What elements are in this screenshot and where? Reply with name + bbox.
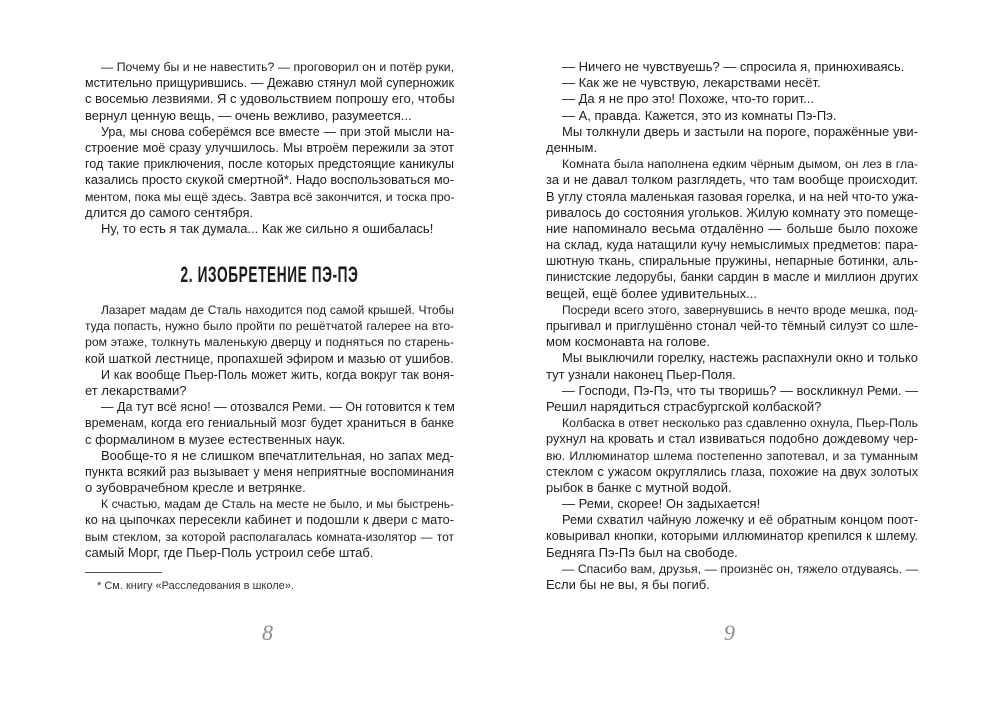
paragraph (85, 302, 454, 367)
text-line: пинистские ледорубы, банки сардин в масле и миллион других (546, 270, 918, 285)
text-line: К счастью, мадам де Сталь на месте не было, и мы быстрень- (101, 497, 454, 512)
text-line: мом космонавта на голове. (546, 334, 711, 350)
paragraph (546, 75, 918, 91)
text-line: Бедняга Пэ-Пэ был на свободе. (546, 544, 738, 560)
text-line: ко на цыпочках пересекли кабинет и подошли к двери с мато- (85, 512, 454, 528)
text-line: ром этаже, толкнуть маленькую дверцу и подняться по старень- (85, 335, 454, 350)
text-line: шютную ткань, спиральные пружины, непарные ботинки, аль- (546, 253, 918, 269)
text-line: — А, правда. Кажется, это из комнаты Пэ-Пэ. (562, 107, 837, 123)
text-line: Мы выключили горелку, настежь распахнули окно и только (562, 350, 918, 366)
text-line: год такие приключения, после которых предстоящие каникулы (85, 157, 454, 172)
text-line: — Реми, скорее! Он задыхается! (562, 496, 761, 512)
paragraph (546, 496, 918, 512)
text-line: рыбок в банке с мутной водой. (546, 479, 732, 495)
text-line: ривалось до состояния угольков. Жилую комнату это помеще- (546, 204, 918, 220)
paragraph (546, 383, 918, 415)
text-line: вю. Иллюминатор шлема постепенно запотевал, и за туманным (546, 448, 918, 463)
text-line: строение моё сразу улучшилось. Мы втроём пережили за этот (85, 140, 454, 155)
paragraph (546, 561, 918, 593)
text-line: длится до самого сентября. (85, 204, 254, 220)
text-line: мстительно прищурившись. — Дежавю стянул мой суперножик (85, 76, 454, 91)
chapter-title: 2. ИЗОБРЕТЕНИЕ ПЭ-ПЭ (180, 262, 359, 287)
text-line: вещей, ещё более удивительных... (546, 285, 757, 301)
text-line: вернул ценную вещь, — очень вежливо, разумеется... (85, 107, 412, 123)
text-line: с формалином в музее естественных наук. (85, 431, 346, 447)
paragraph (546, 108, 918, 124)
paragraph (546, 156, 918, 302)
footnote: * См. книгу «Расследования в школе». (97, 580, 294, 592)
text-line: туда попасть, нужно было пройти по решётчатой галерее на вто- (85, 319, 454, 334)
text-line: с восемью лезвиями. Я с удовольствием попрошу его, чтобы (85, 91, 455, 107)
paragraph (85, 59, 454, 124)
text-line: на склад, куда натащили кучу немыслимых предметов: пара- (546, 237, 918, 253)
chapter-body-text (85, 302, 454, 561)
text-line: — Господи, Пэ-Пэ, что ты творишь? — воскликнул Реми. — (562, 382, 918, 398)
paragraph (546, 302, 918, 351)
paragraph (546, 415, 918, 496)
paragraph (85, 221, 454, 237)
page-number: 9 (724, 620, 735, 645)
paragraph (546, 124, 918, 156)
text-line: за и не давал толком разглядеть, что там вообще происходит. (546, 172, 918, 188)
text-line: стеклом с ужасом округлялись глаза, похожие на двух золотых (546, 464, 918, 479)
text-line: ментом, пока мы ещё здесь. Завтра всё закончится, и тоска про- (85, 189, 455, 204)
text-line: денным. (546, 139, 598, 155)
text-line: Вообще-то я не слишком впечатлительная, но запах мед- (101, 447, 454, 463)
text-line: ковыривал кнопки, которыми иллюминатор крепился к шлему. (546, 528, 918, 544)
text-line: — Почему бы и не навестить? — проговорил он и потёр руки, (101, 60, 454, 74)
text-line: вым стеклом, за которой располагалась комната-изолятор — тот (85, 529, 454, 544)
text-line: временам, когда его гениальный мозг будет храниться в банке (85, 416, 454, 431)
paragraph (546, 91, 918, 107)
text-line: Комната была наполнена едким чёрным дымом, он лез в гла- (562, 157, 918, 172)
page-number: 8 (262, 620, 273, 645)
text-line: — Да я не про это! Похоже, что-то горит... (562, 91, 814, 107)
text-line: пункта всякий раз вызывает у меня неприятные воспоминания (85, 464, 454, 479)
text-line: Посреди всего этого, завернувшись в нечто вроде мешка, под- (562, 302, 918, 317)
text-line: Мы толкнули дверь и застыли на пороге, поражённые уви- (562, 123, 918, 139)
paragraph (85, 399, 454, 448)
body-text (546, 59, 918, 593)
paragraph (85, 448, 454, 497)
paragraph (546, 512, 918, 561)
footnote-divider (85, 572, 162, 573)
text-line: Если бы не вы, я бы погиб. (546, 577, 710, 592)
text-line: казались просто скукой смертной*. Надо воспользоваться мо- (85, 172, 454, 188)
text-line: Колбаска в ответ несколько раз сдавленно охнула, Пьер-Поль (562, 416, 918, 431)
text-line: Решил нарядиться страсбургской колбаской? (546, 398, 822, 414)
text-line: Ура, мы снова соберёмся все вместе — при этой мысли на- (101, 124, 454, 139)
text-line: — Ничего не чувствуешь? — спросила я, принюхиваясь. (562, 59, 905, 74)
text-line: рухнул на кровать и стал извиваться подобно дождевому чер- (546, 431, 918, 447)
paragraph (546, 59, 918, 75)
paragraph (85, 367, 454, 399)
paragraph (85, 124, 454, 221)
text-line: Ну, то есть я так думала... Как же сильно я ошибалась! (101, 220, 434, 236)
text-line: о зубоврачебном кресле и ветрянке. (85, 480, 306, 496)
text-line: кой шаткой лестнице, пропахшей эфиром и мазью от ушибов. (85, 350, 454, 366)
text-line: ние напоминало весьма отдалённо — больше было похоже (546, 220, 918, 236)
right-page (500, 0, 1000, 712)
text-line: самый Морг, где Пьер-Поль устроил себе штаб. (85, 544, 374, 560)
paragraph (546, 350, 918, 382)
text-line: прыгивал и приглушённо стонал чей-то тёмный силуэт со шле- (546, 319, 918, 333)
text-line: ет лекарствами? (85, 382, 187, 398)
paragraph (85, 496, 454, 561)
text-line: — Да тут всё ясно! — отозвался Реми. — Он готовится к тем (101, 400, 455, 415)
text-line: Лазарет мадам де Сталь находится под самой крышей. Чтобы (101, 303, 454, 317)
text-line: — Спасибо вам, друзья, — произнёс он, тяжело отдуваясь. — (562, 561, 918, 576)
text-line: Реми схватил чайную ложечку и её обратным концом поот- (562, 512, 918, 528)
text-line: — Как же не чувствую, лекарствами несёт. (562, 75, 821, 91)
text-line: В углу стояла маленькая газовая горелка, и на ней что-то ужа- (546, 188, 919, 204)
text-line: И как вообще Пьер-Поль может жить, когда вокруг так воня- (101, 367, 454, 382)
intro-text (85, 59, 454, 237)
text-line: тут узнали наконец Пьер-Поля. (546, 366, 736, 382)
